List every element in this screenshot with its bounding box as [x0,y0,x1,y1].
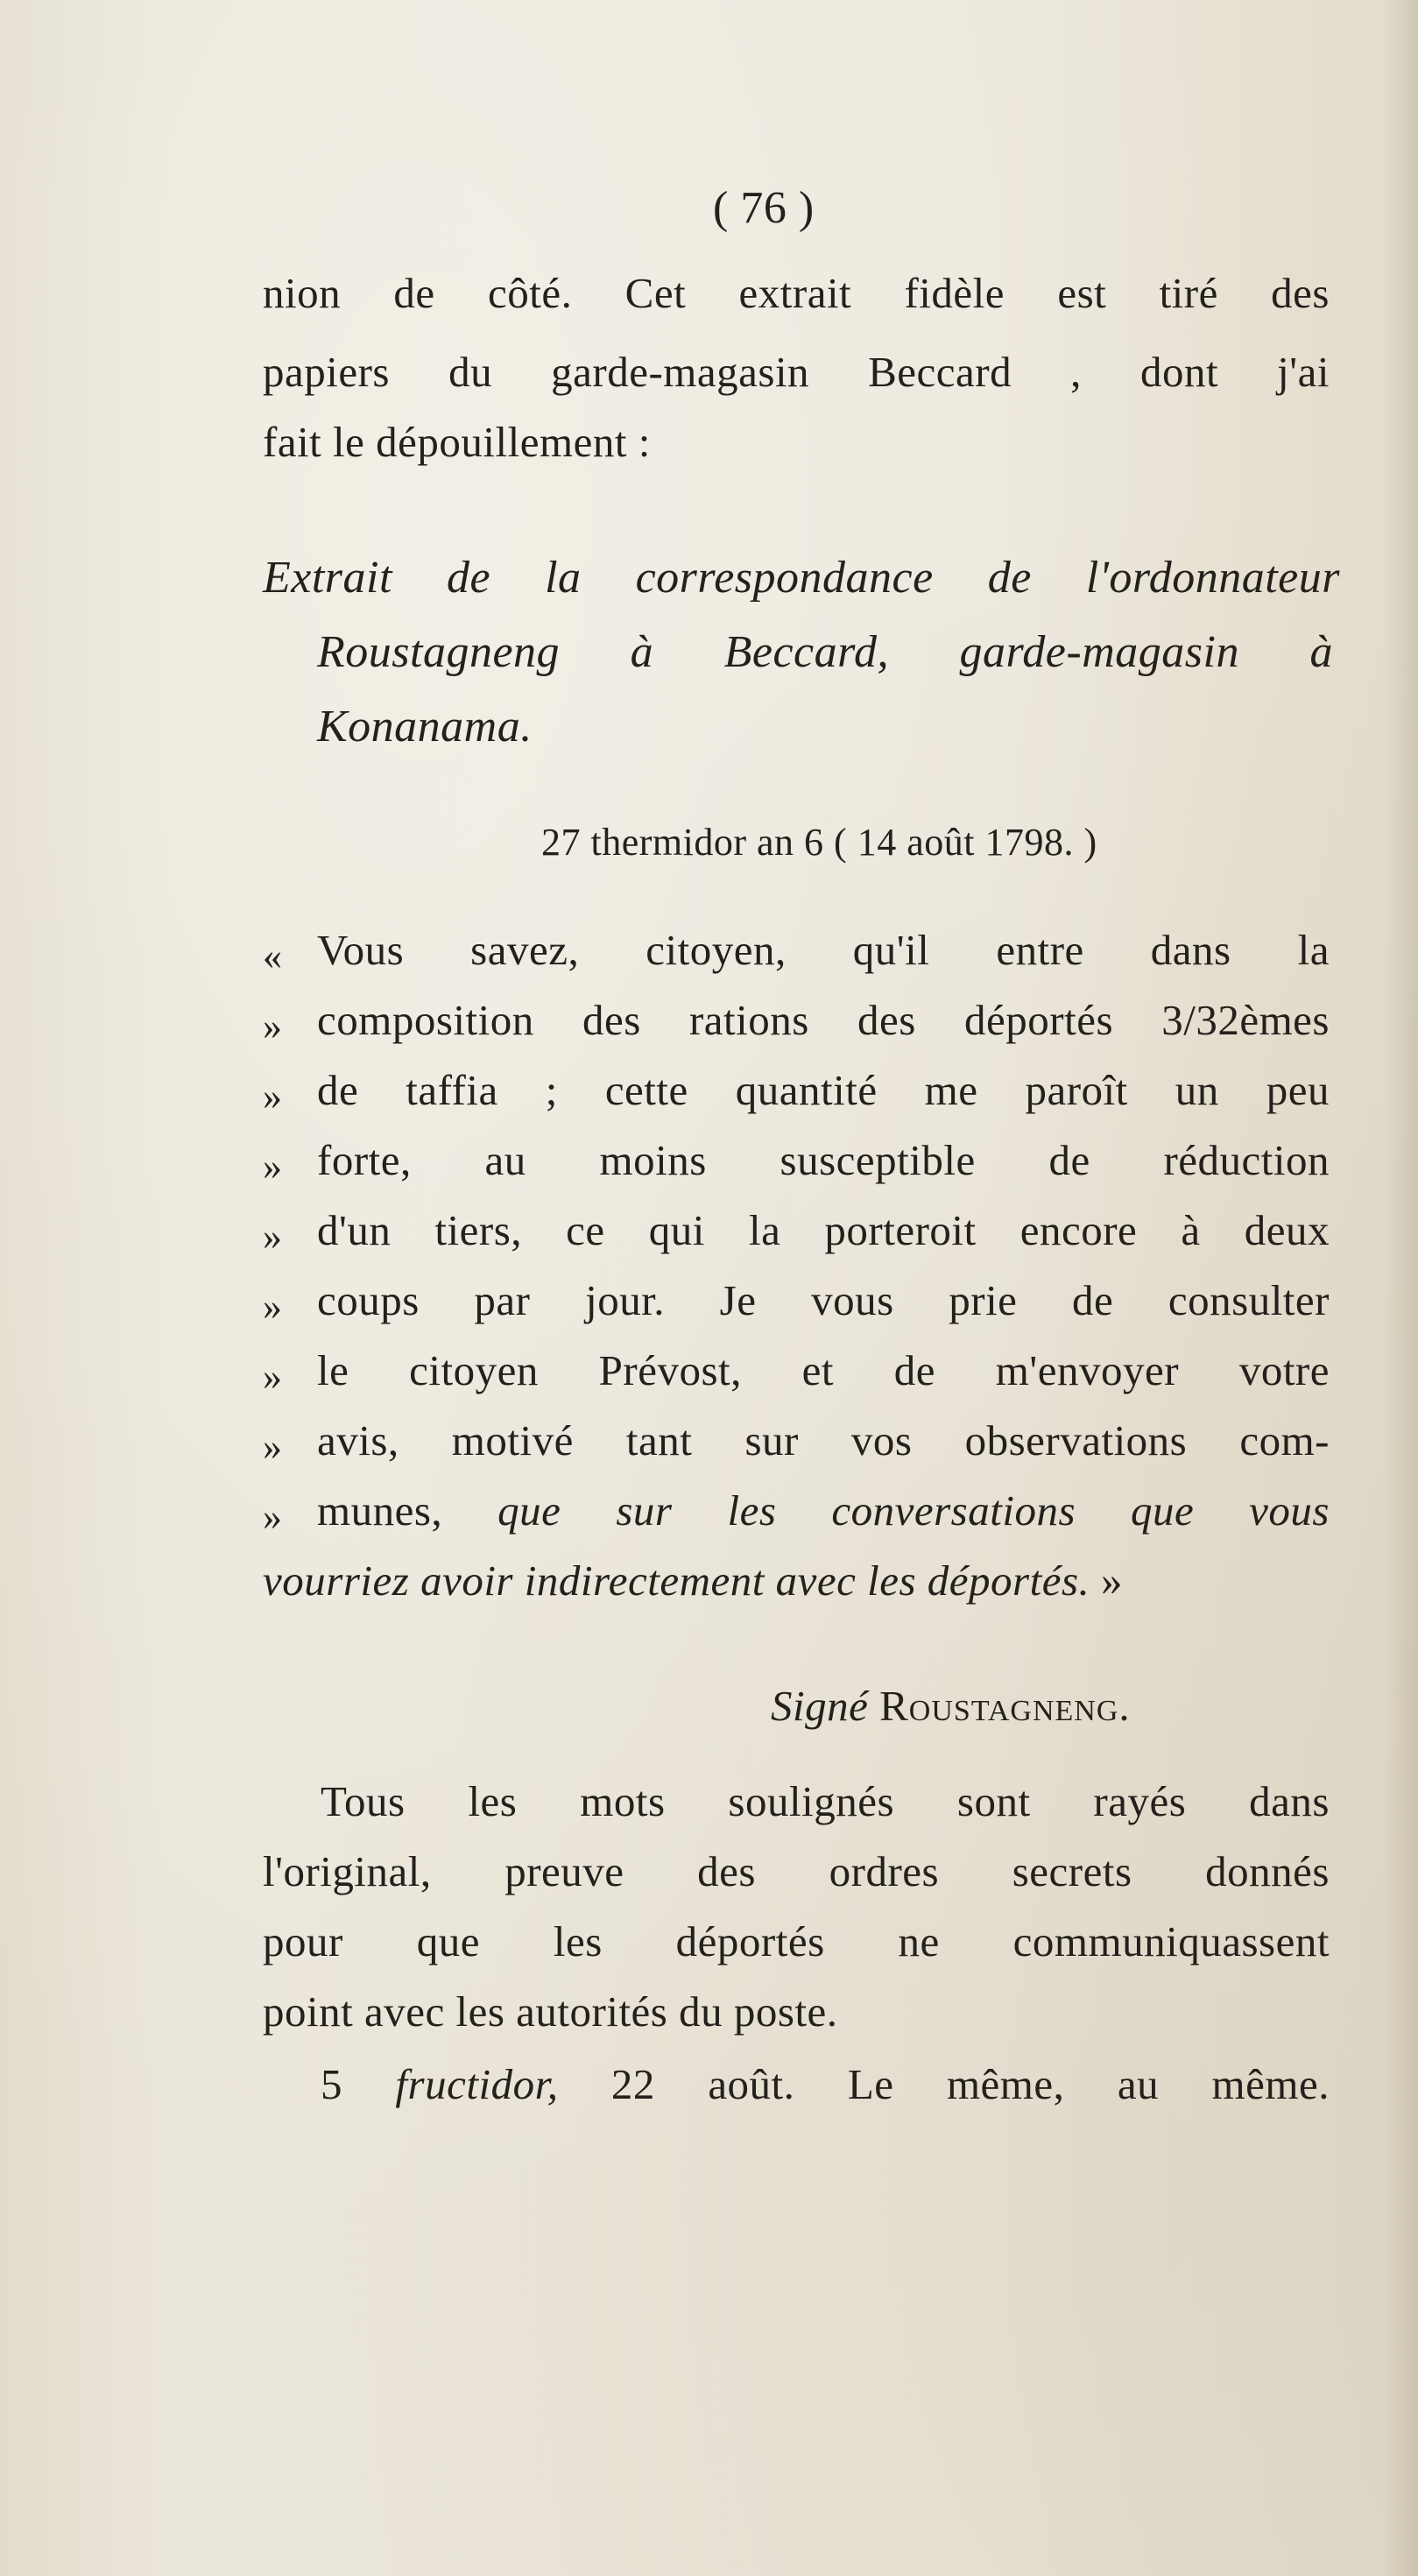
intro-line-3: fait le dépouillement : [263,418,651,466]
quote-line-8: avis, motivé tant sur vos observations com- [317,1416,1330,1464]
quote-line-7: le citoyen Prévost, et de m'envoyer votre [317,1346,1330,1394]
quote-line-9-italic: que sur les conversations que vous [497,1486,1330,1535]
signature-signed-word: Signé [771,1682,869,1730]
quote-line-4: forte, au moins susceptible de réduction [317,1136,1330,1184]
final-line-number: 5 [321,2060,342,2108]
quote-mark-6: » [263,1285,283,1328]
quote-mark-4: » [263,1145,283,1188]
quote-mark-5: » [263,1215,283,1258]
quote-line-1: Vous savez, citoyen, qu'il entre dans la [317,926,1330,974]
quote-line-9-roman: munes, [317,1486,443,1535]
quote-line-6: coups par jour. Je vous prie de consulter [317,1276,1330,1324]
quote-line-3: de taffia ; cette quantité me paroît un peu [317,1066,1330,1114]
paragraph2-line-4: point avec les autorités du poste. [263,1987,838,2036]
page-edge-shadow [1383,0,1418,2576]
quote-line-9 [317,1485,1330,1537]
final-line [321,2058,1330,2111]
paragraph2-line-3: pour que les déportés ne communiquassent [263,1917,1330,1966]
quote-open-mark: « [263,935,283,977]
quote-line-5: d'un tiers, ce qui la porteroit encore à deux [317,1206,1330,1254]
final-line-month: fructidor, [395,2060,559,2108]
signature [771,1680,1131,1733]
quote-last-line-italic: vourriez avoir indirectement avec les déportés. [263,1556,1090,1605]
quote-mark-8: » [263,1425,283,1468]
quote-close-mark: » [1101,1556,1124,1605]
quote-mark-9: » [263,1495,283,1538]
heading-line-2: Roustagneng à Beccard, garde-magasin à [317,627,1333,677]
quote-mark-7: » [263,1355,283,1398]
paragraph2-line-1: Tous les mots soulignés sont rayés dans [321,1777,1330,1825]
dateline: 27 thermidor an 6 ( 14 août 1798. ) [541,821,1097,864]
intro-line-2: papiers du garde-magasin Beccard , dont j'ai [263,348,1330,396]
quote-line-2: composition des rations des déportés 3/32èmes [317,996,1330,1044]
signature-name: Roustagneng. [879,1682,1131,1730]
intro-line-1: nion de côté. Cet extrait fidèle est tiré des [263,269,1330,317]
quote-mark-2: » [263,1005,283,1048]
heading-line-3: Konanama. [317,702,533,752]
quote-mark-3: » [263,1075,283,1118]
heading-line-1: Extrait de la correspondance de l'ordonnateur [263,553,1340,603]
final-line-rest: 22 août. Le même, au même. [610,2060,1330,2108]
quote-line-10 [263,1555,1330,1607]
paragraph2-line-2: l'original, preuve des ordres secrets donnés [263,1847,1330,1895]
page-number: ( 76 ) [713,183,815,233]
